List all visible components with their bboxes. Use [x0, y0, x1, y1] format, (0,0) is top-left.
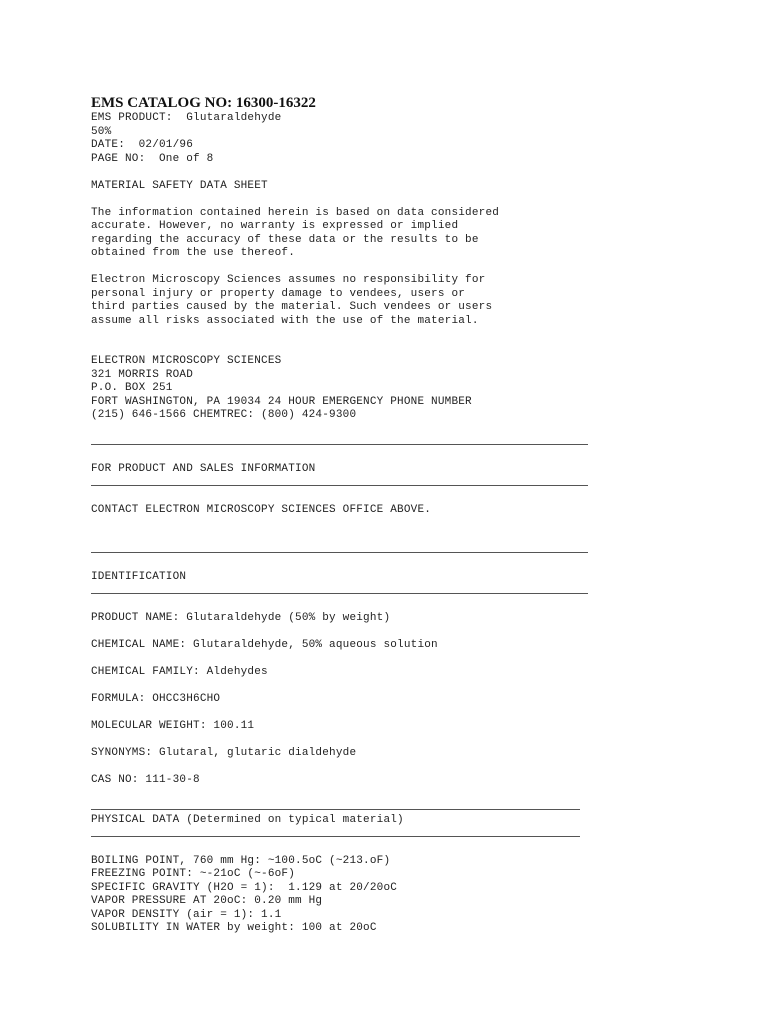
disclaimer-paragraph: [91, 207, 499, 261]
spacer: [91, 517, 499, 531]
section-divider: [91, 477, 499, 491]
responsibility-line: Electron Microscopy Sciences assumes no responsibility for: [91, 274, 486, 286]
spacer: [91, 490, 499, 504]
page-number-line: PAGE NO: One of 8: [91, 152, 214, 165]
boiling-point: BOILING POINT, 760 mm Hg: ~100.5oC (~213.oF): [91, 854, 391, 867]
section-divider: [91, 585, 499, 599]
freezing-point: FREEZING POINT: ~-21oC (~-6oF): [91, 868, 296, 880]
spacer: [91, 787, 499, 801]
chemical-family: CHEMICAL FAMILY: Aldehydes: [91, 665, 268, 678]
disclaimer-line: The information contained herein is based on data considered: [91, 206, 500, 219]
company-po-box: P.O. BOX 251: [91, 382, 173, 394]
document-body: [91, 112, 499, 936]
spacer: [91, 625, 499, 639]
spacer: [91, 760, 499, 774]
spacer: [91, 166, 499, 180]
disclaimer-line: accurate. However, no warranty is expressed or implied: [91, 220, 459, 232]
sales-contact: CONTACT ELECTRON MICROSCOPY SCIENCES OFFICE ABOVE.: [91, 503, 432, 516]
disclaimer-line: regarding the accuracy of these data or the results to be: [91, 233, 479, 246]
spacer: [91, 450, 499, 464]
spacer: [91, 733, 499, 747]
sales-heading: FOR PRODUCT AND SALES INFORMATION: [91, 463, 316, 475]
responsibility-paragraph: [91, 274, 499, 328]
ems-product-continued: 50%: [91, 125, 112, 138]
spacer: [91, 328, 499, 342]
spacer: [91, 531, 499, 545]
synonyms: SYNONYMS: Glutaral, glutaric dialdehyde: [91, 746, 357, 759]
company-phones: (215) 646-1566 CHEMTREC: (800) 424-9300: [91, 409, 357, 421]
spacer: [91, 706, 499, 720]
solubility: SOLUBILITY IN WATER by weight: 100 at 20oC: [91, 922, 377, 934]
spacer: [91, 679, 499, 693]
formula: FORMULA: OHCC3H6CHO: [91, 692, 221, 705]
vapor-pressure: VAPOR PRESSURE AT 20oC: 0.20 mm Hg: [91, 895, 323, 907]
vapor-density: VAPOR DENSITY (air = 1): 1.1: [91, 908, 282, 921]
cas-number: CAS NO: 111-30-8: [91, 773, 200, 786]
catalog-title: EMS CATALOG NO: 16300-16322: [91, 95, 316, 111]
identification-heading: IDENTIFICATION: [91, 571, 187, 583]
company-address: [91, 355, 499, 423]
spacer: [91, 652, 499, 666]
ems-product-line: EMS PRODUCT: Glutaraldehyde: [91, 112, 282, 124]
specific-gravity: SPECIFIC GRAVITY (H2O = 1): 1.129 at 20/20oC: [91, 881, 398, 894]
spacer: [91, 193, 499, 207]
spacer: [91, 261, 499, 275]
responsibility-line: personal injury or property damage to vendees, users or: [91, 287, 466, 300]
spacer: [91, 423, 499, 437]
disclaimer-line: obtained from the use thereof.: [91, 247, 296, 259]
company-city-emergency: FORT WASHINGTON, PA 19034 24 HOUR EMERGENCY PHONE NUMBER: [91, 395, 472, 408]
spacer: [91, 558, 499, 572]
responsibility-line: third parties caused by the material. Such vendees or users: [91, 301, 493, 313]
product-name: PRODUCT NAME: Glutaraldehyde (50% by weight): [91, 611, 391, 624]
date-line: DATE: 02/01/96: [91, 139, 194, 151]
section-divider: [91, 436, 499, 450]
chemical-name: CHEMICAL NAME: Glutaraldehyde, 50% aqueous solution: [91, 638, 438, 651]
company-street: 321 MORRIS ROAD: [91, 368, 194, 381]
spacer: [91, 598, 499, 612]
physical-data-heading: PHYSICAL DATA (Determined on typical material): [91, 814, 404, 826]
section-divider: [91, 544, 499, 558]
section-divider: [91, 828, 499, 842]
section-divider: [91, 801, 499, 815]
company-name: ELECTRON MICROSCOPY SCIENCES: [91, 355, 282, 367]
physical-data-list: [91, 855, 499, 936]
msds-title: MATERIAL SAFETY DATA SHEET: [91, 179, 268, 192]
spacer: [91, 841, 499, 855]
molecular-weight: MOLECULAR WEIGHT: 100.11: [91, 719, 255, 732]
responsibility-line: assume all risks associated with the use of the material.: [91, 314, 479, 327]
spacer: [91, 342, 499, 356]
